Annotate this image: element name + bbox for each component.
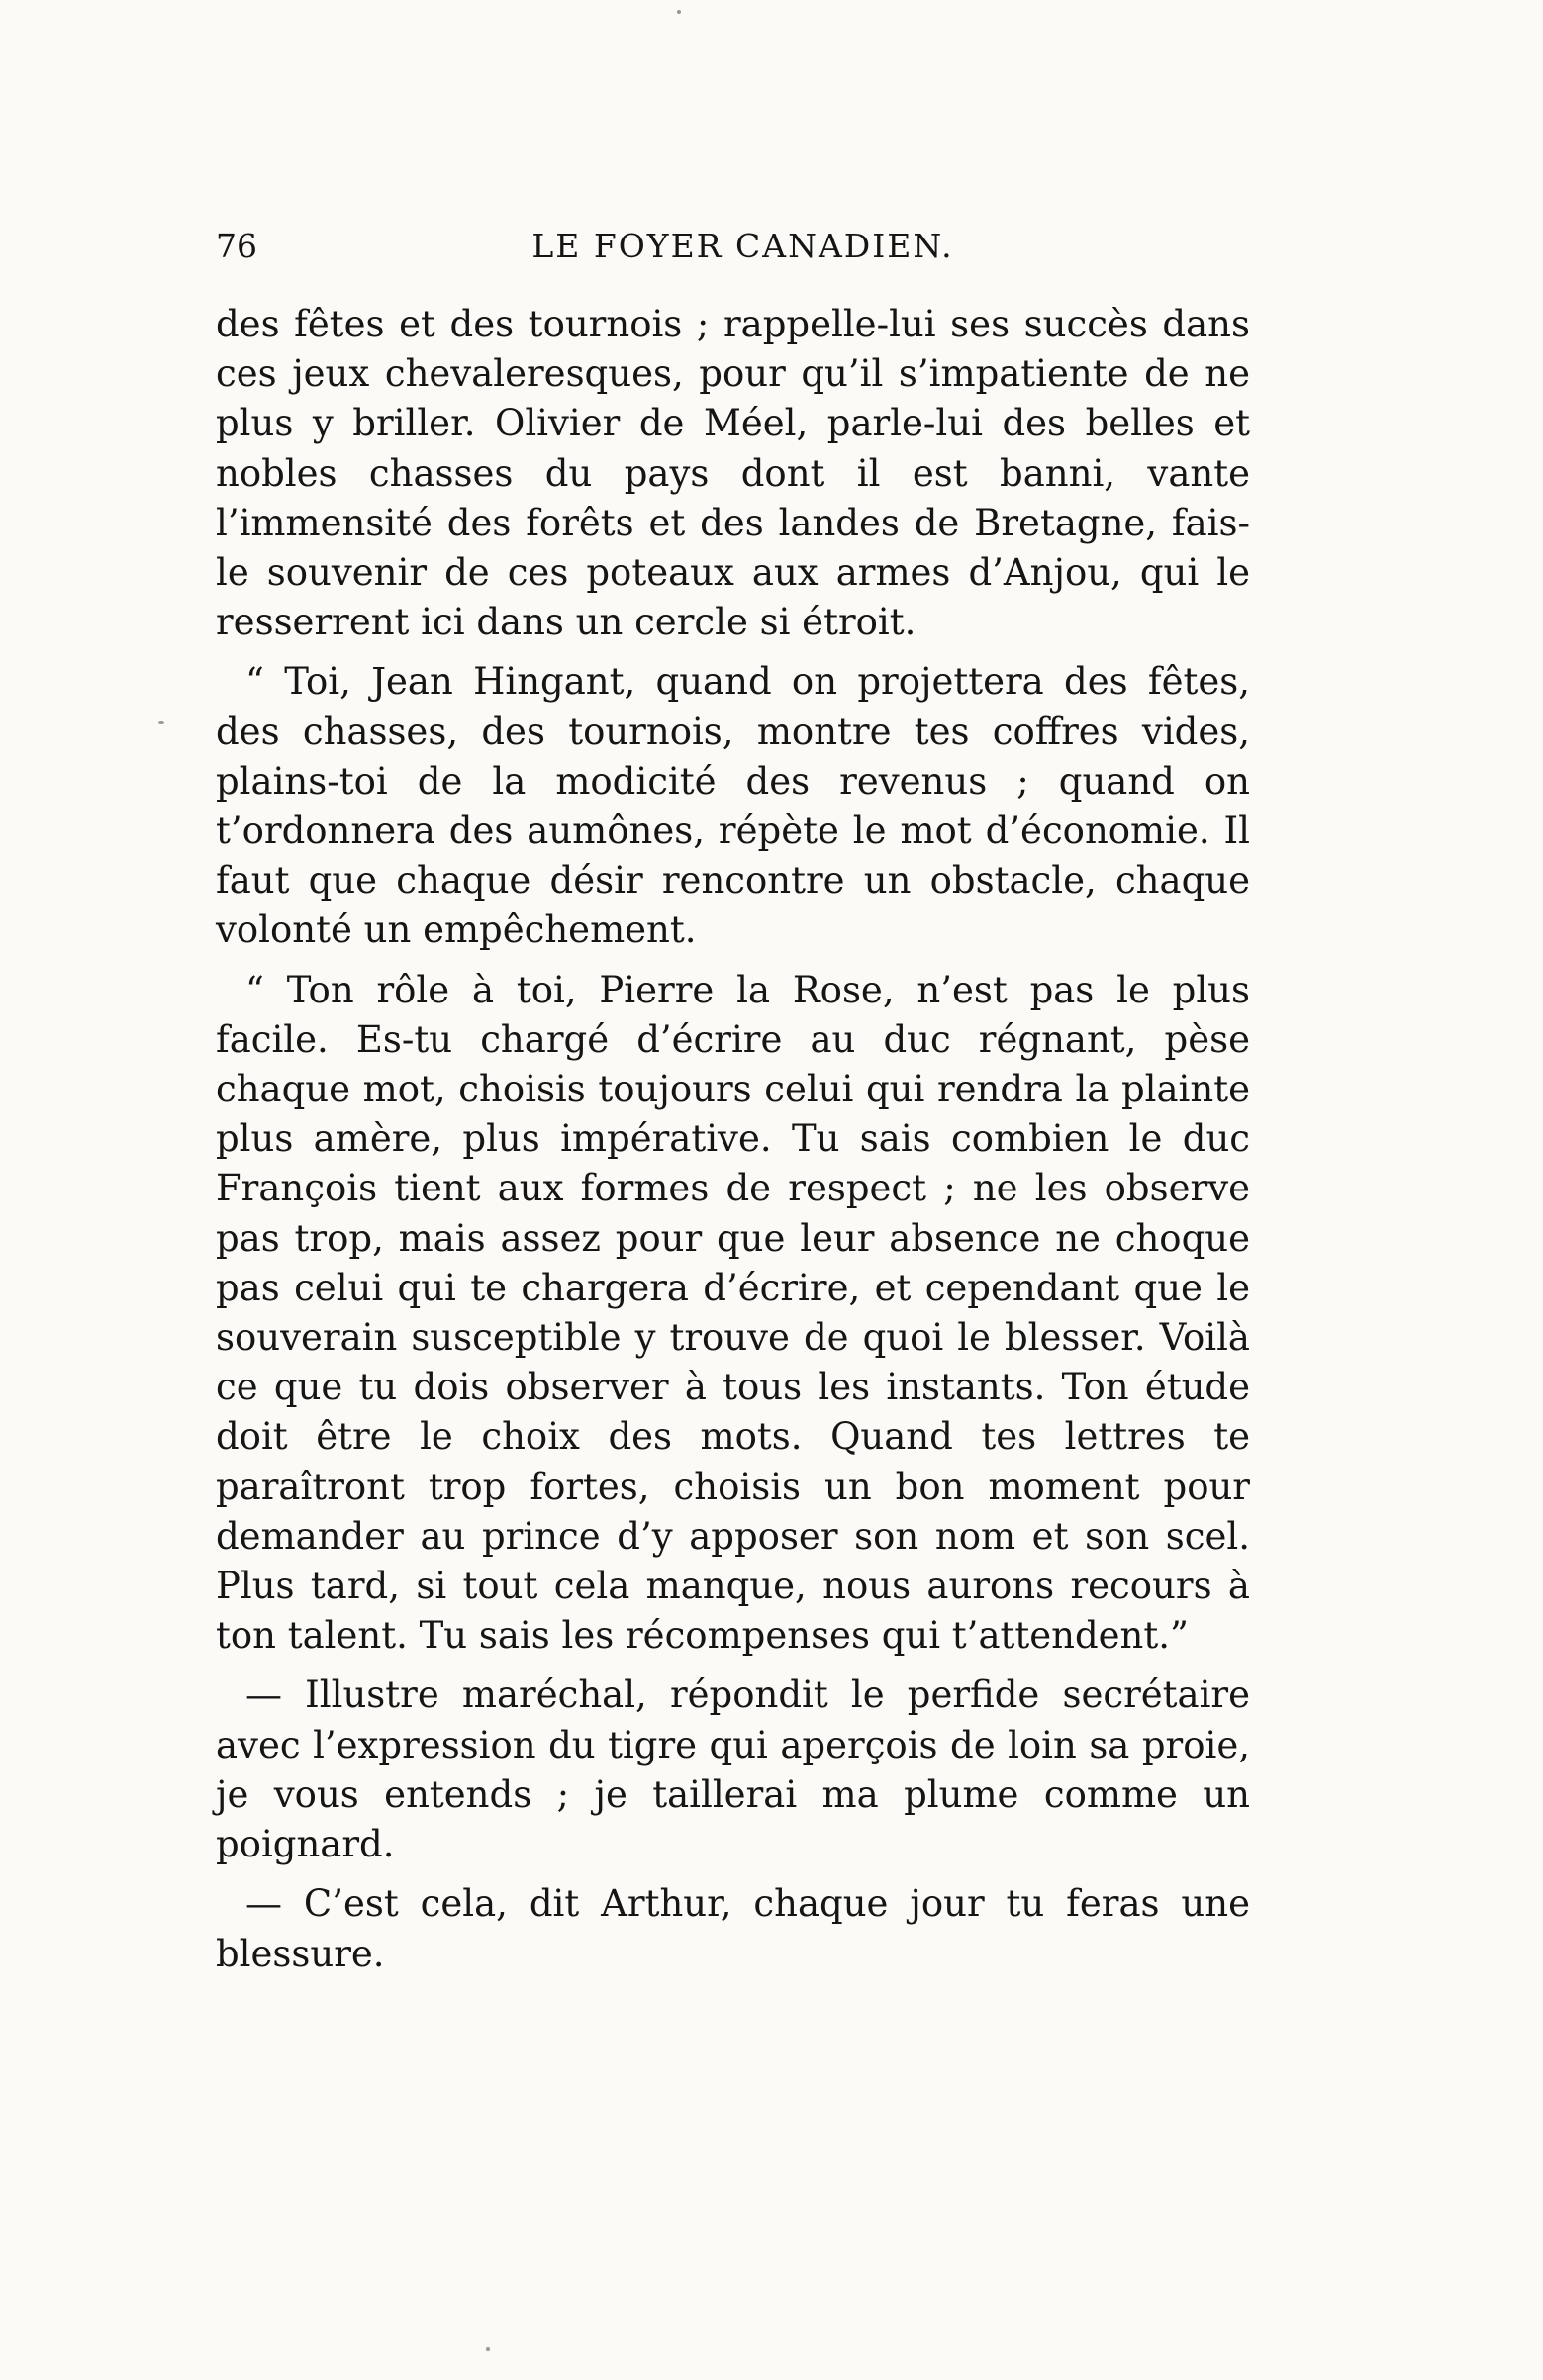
page-header <box>216 223 1250 282</box>
paragraph-1: des fêtes et des tournois ; rappelle-lui ses succès dans ces jeux chevaleresques, pour qu’il s’impatiente de ne plus y briller. Olivier de Méel, parle-lui des belles et nobles chasses du pays dont il est banni, vante l’immensité des forêts et des landes de Bretagne, fais-le souvenir de ces poteaux aux armes d’Anjou, qui le resserrent ici dans un cercle si étroit. <box>216 303 1250 644</box>
page-number: 76 <box>216 227 257 265</box>
body-text <box>216 300 1250 1979</box>
print-speck <box>158 721 164 724</box>
paragraph-3: “ Ton rôle à toi, Pierre la Rose, n’est pas le plus facile. Es-tu chargé d’écrire au duc régnant, pèse chaque mot, choisis toujours celui qui rendra la plainte plus amère, plus impérative. Tu sais combien le duc François tient aux formes de respect ; ne les observe pas trop, mais assez pour que leur absence ne choque pas celui qui te chargera d’écrire, et cependant que le souverain susceptible y trouve de quoi le blesser. Voilà ce que tu dois observer à tous les instants. Ton étude doit être le choix des mots. Quand tes lettres te paraîtront trop fortes, choisis un bon moment pour demander au prince d’y apposer son nom et son scel. Plus tard, si tout cela manque, nous aurons recours à ton talent. Tu sais les récompenses qui t’attendent.” <box>216 968 1250 1658</box>
paragraph-2: “ Toi, Jean Hingant, quand on projettera des fêtes, des chasses, des tournois, montre tes coffres vides, plains-toi de la modicité des revenus ; quand on t’ordonnera des aumônes, répète le mot d’économie. Il faut que chaque désir rencontre un obstacle, chaque volonté un empêchement. <box>216 660 1250 952</box>
print-speck <box>486 2347 490 2351</box>
running-title: LE FOYER CANADIEN. <box>531 227 954 265</box>
paragraph-5: — C’est cela, dit Arthur, chaque jour tu feras une blessure. <box>216 1882 1250 1975</box>
print-speck <box>677 10 681 14</box>
paragraph-4: — Illustre maréchal, répondit le perfide secrétaire avec l’expression du tigre qui aperçois de loin sa proie, je vous entends ; je taillerai ma plume comme un poignard. <box>216 1673 1250 1866</box>
